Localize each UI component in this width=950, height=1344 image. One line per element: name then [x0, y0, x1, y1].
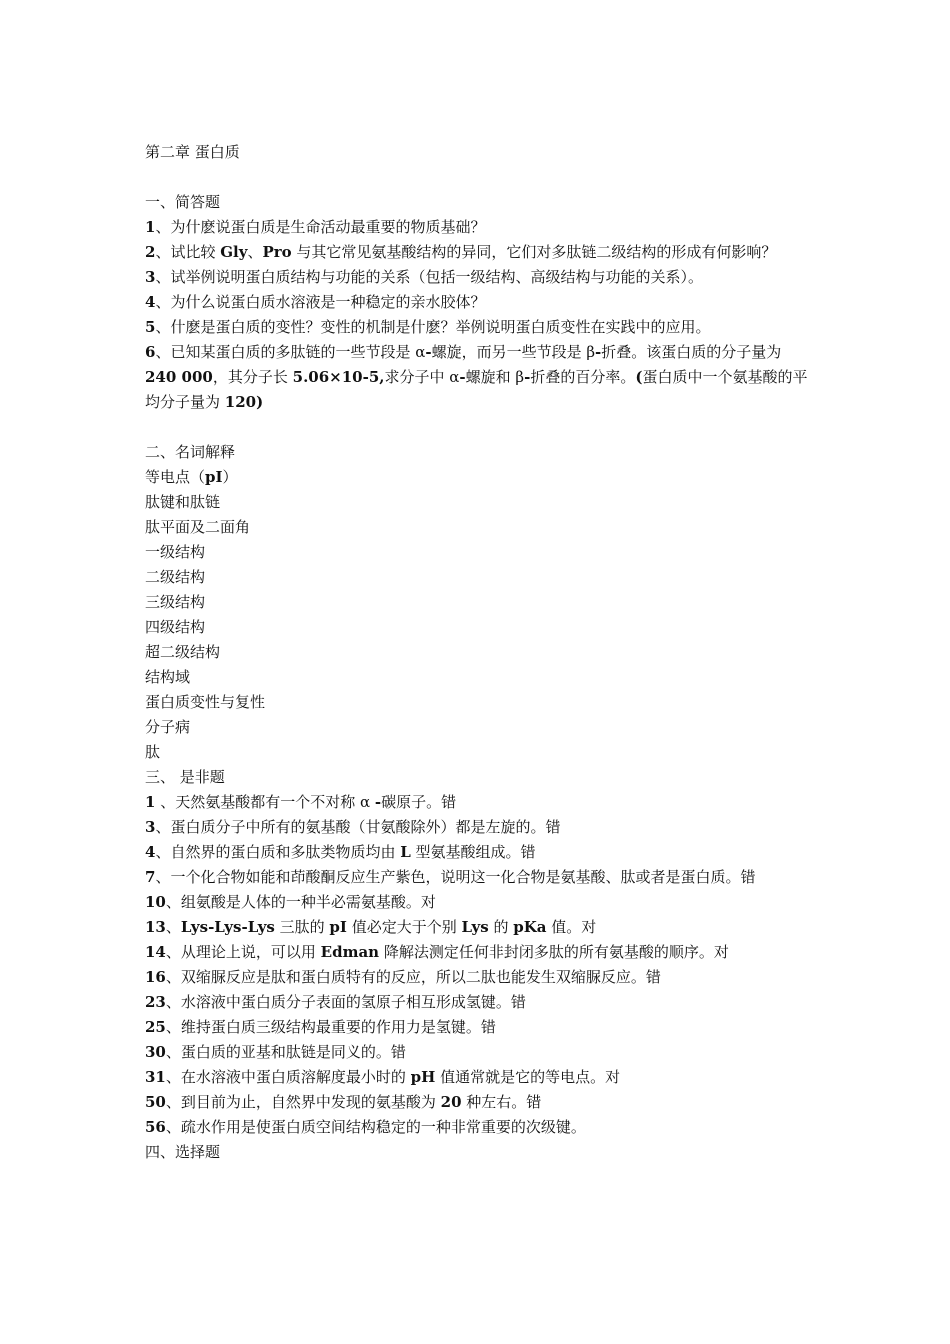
statement-23: 23、水溶液中蛋白质分子表面的氢原子相互形成氢键。错	[145, 993, 526, 1011]
statement-30: 30、蛋白质的亚基和肽链是同义的。错	[145, 1043, 406, 1061]
statement-14: 14、从理论上说，可以用 Edman 降解法测定任何非封闭多肽的所有氨基酸的顺序。对	[145, 943, 729, 961]
statement-31: 31、在水溶液中蛋白质溶解度最小时的 pH 值通常就是它的等电点。对	[145, 1068, 621, 1086]
section2-heading: 二、名词解释	[145, 443, 236, 461]
term-item: 超二级结构	[145, 643, 221, 661]
term-item: 三级结构	[145, 593, 206, 611]
statement-56: 56、疏水作用是使蛋白质空间结构稳定的一种非常重要的次级键。	[145, 1118, 586, 1136]
statement-4: 4、自然界的蛋白质和多肽类物质均由 L 型氨基酸组成。错	[145, 843, 536, 861]
section4-heading: 四、选择题	[145, 1143, 221, 1161]
term-item: 分子病	[145, 718, 191, 736]
statement-10: 10、组氨酸是人体的一种半必需氨基酸。对	[145, 893, 436, 911]
statement-16: 16、双缩脲反应是肽和蛋白质特有的反应，所以二肽也能发生双缩脲反应。错	[145, 968, 661, 986]
term-item: 四级结构	[145, 618, 206, 636]
statement-1: 1 、天然氨基酸都有一个不对称 α -碳原子。错	[145, 793, 457, 811]
statement-13: 13、Lys-Lys-Lys 三肽的 pI 值必定大于个别 Lys 的 pKa 值。对	[145, 918, 597, 936]
question-5: 5、什麽是蛋白质的变性？变性的机制是什麽？举例说明蛋白质变性在实践中的应用。	[145, 318, 711, 336]
term-item: 二级结构	[145, 568, 206, 586]
question-6: 6、已知某蛋白质的多肽链的一些节段是 α-螺旋，而另一些节段是 β-折叠。该蛋白质的分子量为 240 000，其分子长 5.06×10-5,求分子中 α-螺旋和 β-折叠的百分率。(蛋白质中一个氨基酸的平均分子量为 120)	[145, 343, 808, 411]
question-2: 2、试比较 Gly、Pro 与其它常见氨基酸结构的异同，它们对多肽链二级结构的形成有何影响？	[145, 243, 777, 261]
term-isoelectric-point: 等电点（pI）	[145, 468, 238, 486]
statement-25: 25、维持蛋白质三级结构最重要的作用力是氢键。错	[145, 1018, 496, 1036]
question-3: 3、试举例说明蛋白质结构与功能的关系（包括一级结构、高级结构与功能的关系）。	[145, 268, 703, 286]
document-page	[145, 140, 815, 1165]
statement-3: 3、蛋白质分子中所有的氨基酸（甘氨酸除外）都是左旋的。错	[145, 818, 561, 836]
section1-heading: 一、简答题	[145, 193, 221, 211]
term-item: 肽键和肽链	[145, 493, 221, 511]
term-item: 一级结构	[145, 543, 206, 561]
section3-heading: 三、 是非题	[145, 768, 225, 786]
term-item: 肽	[145, 743, 161, 761]
chapter-title: 第二章 蛋白质	[145, 143, 240, 161]
term-item: 肽平面及二面角	[145, 518, 251, 536]
term-item: 蛋白质变性与复性	[145, 693, 266, 711]
term-item: 结构域	[145, 668, 191, 686]
question-4: 4、为什么说蛋白质水溶液是一种稳定的亲水胶体？	[145, 293, 486, 311]
statement-50: 50、到目前为止，自然界中发现的氨基酸为 20 种左右。错	[145, 1093, 542, 1111]
statement-7: 7、一个化合物如能和茚酸酮反应生产紫色，说明这一化合物是氨基酸、肽或者是蛋白质。错	[145, 868, 756, 886]
question-1: 1、为什麽说蛋白质是生命活动最重要的物质基础？	[145, 218, 486, 236]
